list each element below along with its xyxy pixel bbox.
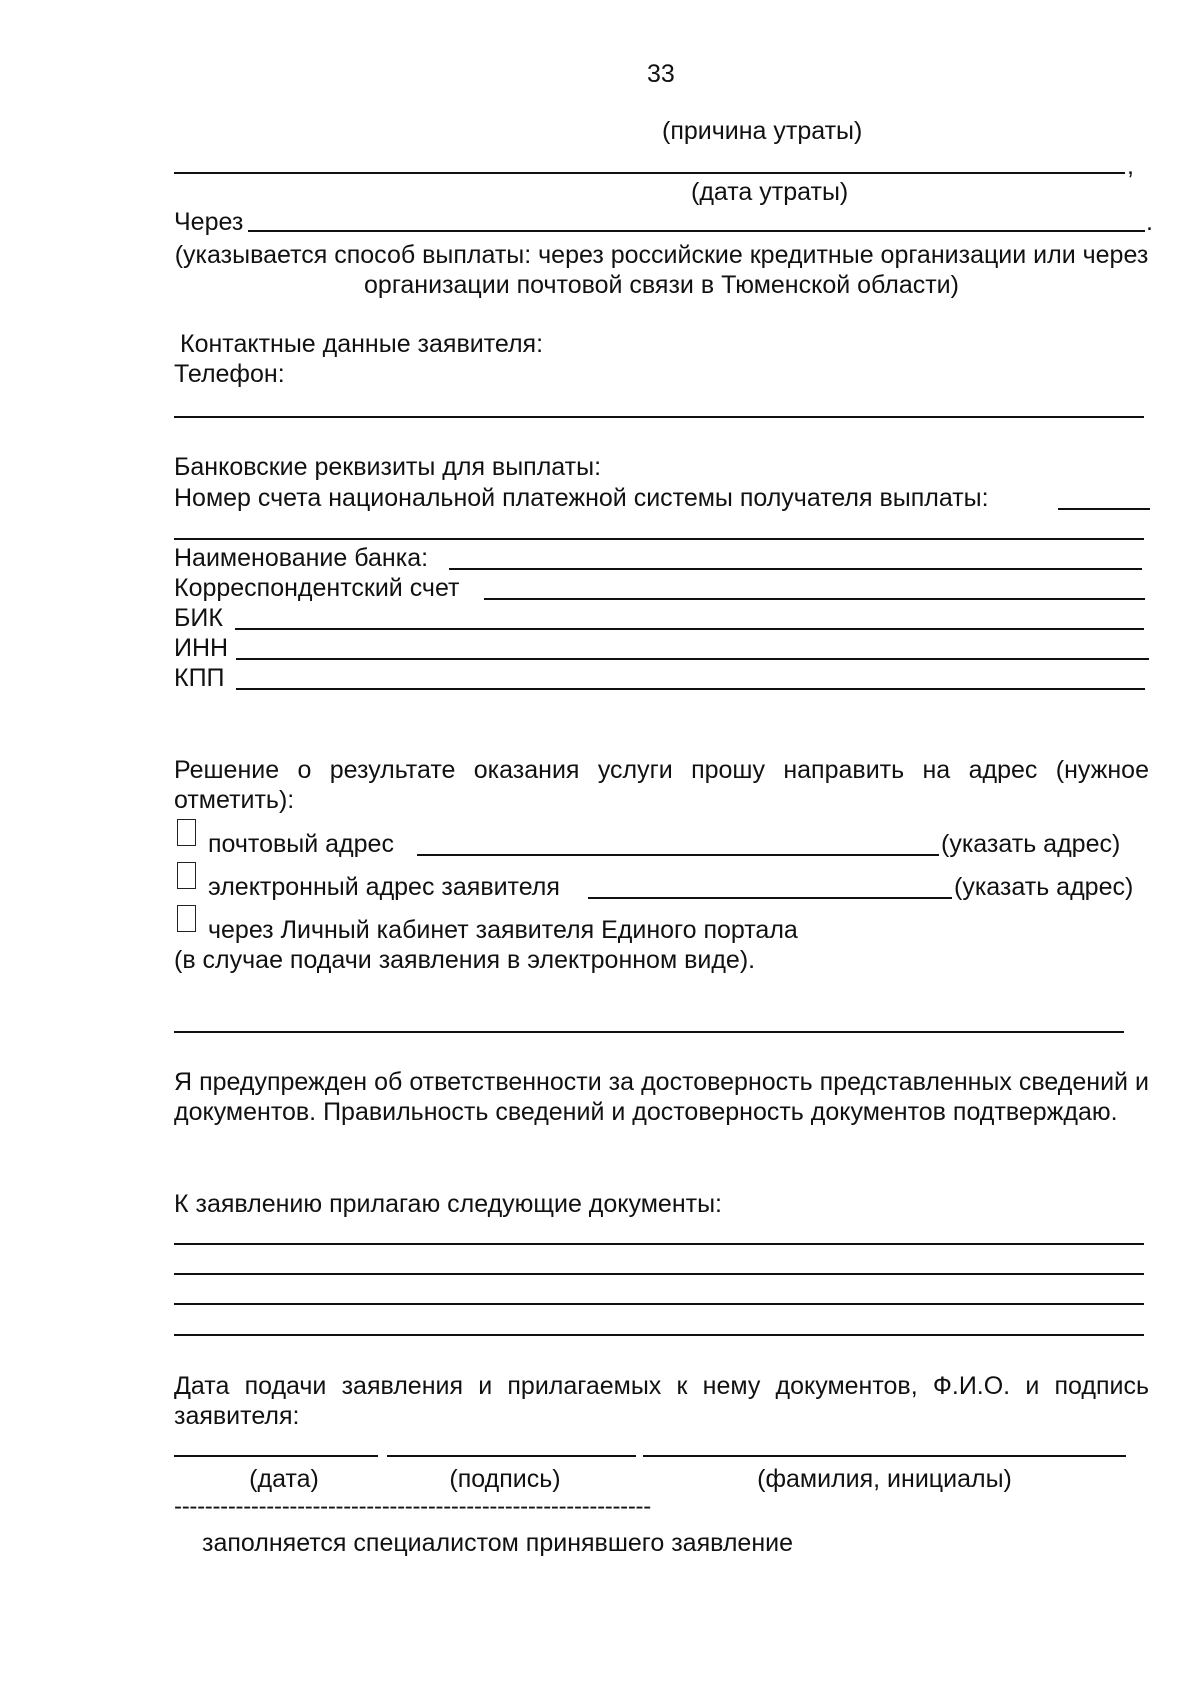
kpp-line[interactable] [236,688,1145,690]
portal-cabinet-note: (в случае подачи заявления в электронном виде). [174,946,756,974]
signature-line[interactable] [387,1455,636,1457]
loss-line-comma: , [1127,152,1134,180]
postal-address-checkbox[interactable] [177,819,196,846]
loss-reason-line[interactable] [174,172,1125,174]
name-caption: (фамилия, инициалы) [757,1465,1012,1493]
attachment-line-2[interactable] [174,1273,1144,1275]
email-address-line[interactable] [588,897,952,899]
attachment-line-3[interactable] [174,1303,1144,1305]
postal-address-line[interactable] [417,854,939,856]
signature-line-top[interactable] [174,1031,1124,1033]
footer-note: заполняется специалистом принявшего заявление [202,1529,793,1557]
phone-line[interactable] [174,416,1144,418]
email-address-label: электронный адрес заявителя [208,873,560,901]
date-caption: (дата) [249,1465,319,1493]
kpp-label: КПП [174,664,225,692]
account-line-2[interactable] [174,538,1144,540]
account-line-1[interactable] [1058,508,1150,510]
phone-label: Телефон: [174,360,285,388]
payment-method-line[interactable] [248,230,1145,232]
corr-account-label: Корреспондентский счет [174,574,460,602]
page-number: 33 [647,60,675,88]
inn-line[interactable] [236,658,1149,660]
corr-account-line[interactable] [484,598,1145,600]
attachment-line-4[interactable] [174,1334,1144,1336]
name-line[interactable] [643,1455,1126,1457]
payment-via-label: Через [174,208,244,236]
bank-name-label: Наименование банка: [174,544,429,572]
loss-reason-caption: (причина утраты) [662,117,863,145]
bik-label: БИК [174,604,223,632]
submission-text: Дата подачи заявления и прилагаемых к нему документов, Ф.И.О. и подпись заявителя: [174,1372,1149,1430]
postal-address-label: почтовый адрес [208,830,394,858]
signature-caption: (подпись) [449,1465,561,1493]
decision-text: Решение о результате оказания услуги прошу направить на адрес (нужное отметить): [174,756,1149,814]
inn-label: ИНН [174,634,229,662]
portal-cabinet-label: через Личный кабинет заявителя Единого портала [208,916,798,944]
payment-method-note: (указывается способ выплаты: через российские кредитные организации или через организации почтовой связи в Тюменской области) [174,241,1149,299]
email-address-hint: (указать адрес) [954,873,1134,901]
date-line[interactable] [174,1455,378,1457]
attachments-label: К заявлению прилагаю следующие документы: [174,1190,722,1218]
separator-dashes: -------------------------------------------------------------- [174,1495,651,1519]
attachment-line-1[interactable] [174,1243,1144,1245]
postal-address-hint: (указать адрес) [941,830,1121,858]
account-label: Номер счета национальной платежной системы получателя выплаты: [174,484,989,512]
payment-line-period: . [1146,208,1153,236]
warning-text: Я предупрежден об ответственности за достоверность представленных сведений и документов. Правильность сведений и достоверность документов подтверждаю. [174,1068,1149,1126]
bank-title: Банковские реквизиты для выплаты: [174,453,602,481]
loss-date-caption: (дата утраты) [691,178,849,206]
portal-cabinet-checkbox[interactable] [177,905,196,932]
bik-line[interactable] [235,628,1144,630]
bank-name-line[interactable] [449,568,1142,570]
email-address-checkbox[interactable] [177,862,196,889]
contacts-title: Контактные данные заявителя: [180,330,544,358]
